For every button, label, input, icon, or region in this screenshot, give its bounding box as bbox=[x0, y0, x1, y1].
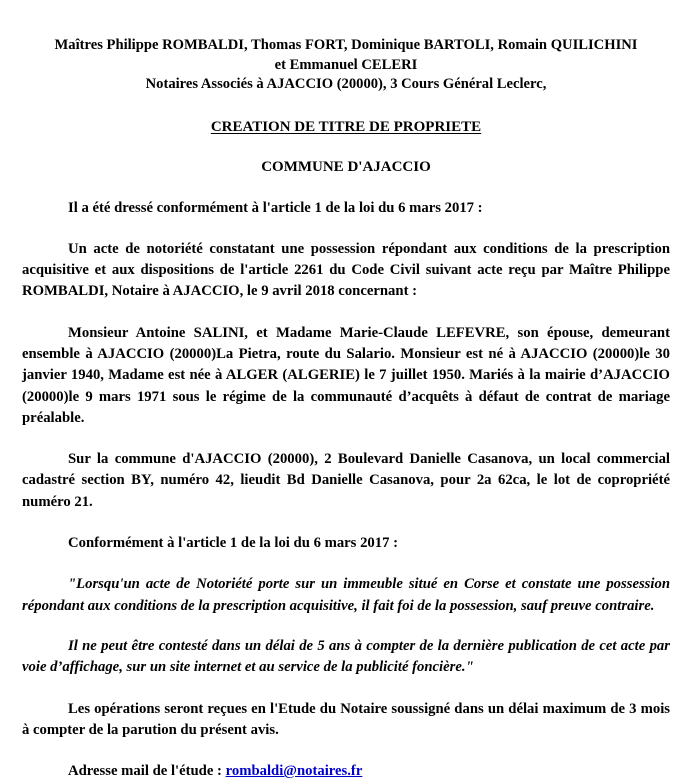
paragraph-parties: Monsieur Antoine SALINI, et Madame Marie-Claude LEFEVRE, son épouse, demeurant ensemble à AJACCIO (20000)La Pietra, route du Salario. Monsieur est né à AJACCIO (20000)le 30 janvier 1940, Madame est née à ALGER (ALGERIE) le 7 juillet 1950. Mariés à la mairie d’AJACCIO (20000)le 9 mars 1971 sous le régime de la communauté d’acquêts à défaut de contrat de mariage préalable. bbox=[22, 324, 670, 426]
contact-label: Adresse mail de l'étude : bbox=[68, 763, 226, 780]
paragraph-intro: Il a été dressé conformément à l'article 1 de la loi du 6 mars 2017 : bbox=[68, 199, 483, 216]
paragraph-bien: Sur la commune d'AJACCIO (20000), 2 Boulevard Danielle Casanova, un local commercial cadastré section BY, numéro 42, lieudit Bd Danielle Casanova, pour 2a 62ca, le lot de copropriété numéro 21. bbox=[22, 451, 670, 510]
letterhead-line-2: et Emmanuel CELERI bbox=[274, 56, 418, 73]
contact-line bbox=[22, 761, 670, 782]
paragraph-citation-1: "Lorsqu'un acte de Notoriété porte sur un immeuble situé en Corse et constate une possession répondant aux conditions de la prescription acquisitive, il fait foi de la possession, sauf preuve contraire. bbox=[22, 576, 670, 614]
paragraph-operations: Les opérations seront reçues en l'Etude du Notaire soussigné dans un délai maximum de 3 mois à compter de la parution du présent avis. bbox=[22, 700, 670, 738]
paragraph-acte: Un acte de notoriété constatant une possession répondant aux conditions de la prescription acquisitive et aux dispositions de l'article 2261 du Code Civil suivant acte reçu par Maître Philippe ROMBALDI, Notaire à AJACCIO, le 9 avril 2018 concernant : bbox=[22, 240, 670, 300]
page-title: CREATION DE TITRE DE PROPRIETE bbox=[210, 118, 482, 135]
letterhead bbox=[22, 0, 670, 95]
page-subtitle: COMMUNE D'AJACCIO bbox=[261, 158, 431, 175]
letterhead-line-1: Maîtres Philippe ROMBALDI, Thomas FORT, Dominique BARTOLI, Romain QUILICHINI bbox=[54, 37, 638, 53]
paragraph-citation-2: Il ne peut être contesté dans un délai de 5 ans à compter de la dernière publication de cet acte par voie d’affichage, sur un site internet et au service de la publicité foncière." bbox=[22, 637, 670, 676]
email-link[interactable]: rombaldi@notaires.fr bbox=[225, 763, 363, 780]
letterhead-line-3: Notaires Associés à AJACCIO (20000), 3 Cours Général Leclerc, bbox=[145, 76, 547, 92]
paragraph-conformement: Conformément à l'article 1 de la loi du 6 mars 2017 : bbox=[68, 535, 399, 552]
